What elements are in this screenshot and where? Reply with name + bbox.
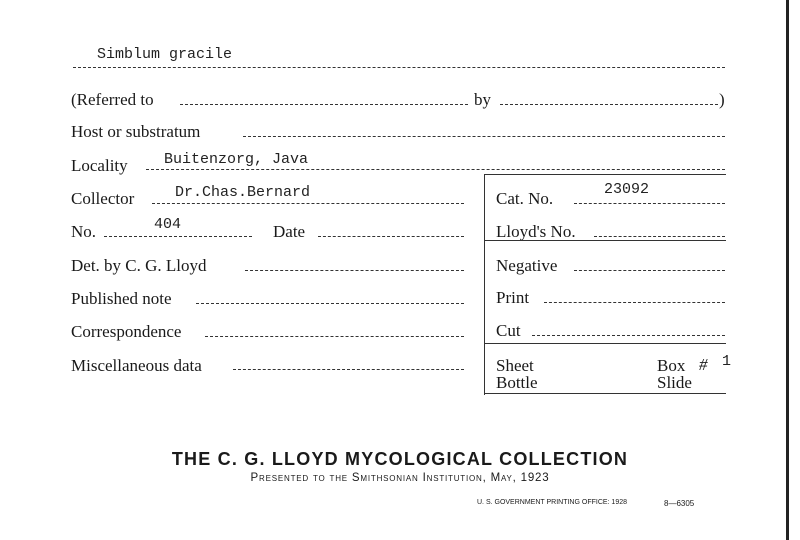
collection-subtitle: Presented to the Smithsonian Institution, May, 1923 xyxy=(250,472,550,484)
print-line xyxy=(544,302,725,303)
misc-data-label: Miscellaneous data xyxy=(71,356,202,375)
collector-value: Dr.Chas.Bernard xyxy=(175,184,311,201)
form-number: 8—6305 xyxy=(664,499,695,508)
lloyds-no-line xyxy=(594,236,725,237)
bottle-label: Bottle xyxy=(496,373,538,392)
no-label: No. xyxy=(71,222,97,241)
date-line xyxy=(318,236,464,237)
box-top-border xyxy=(484,174,726,175)
misc-data-line xyxy=(233,369,464,370)
locality-label: Locality xyxy=(71,156,128,175)
published-note-line xyxy=(196,303,464,304)
host-line xyxy=(243,136,725,137)
host-label: Host or substratum xyxy=(71,122,201,141)
locality-value: Buitenzorg, Java xyxy=(164,151,309,168)
species-name: Simblum gracile xyxy=(97,46,233,63)
box-left-border xyxy=(484,175,485,395)
box-number: 1 xyxy=(722,353,732,370)
det-by-line xyxy=(245,270,464,271)
published-note-label: Published note xyxy=(71,289,172,308)
sheet-label: Sheet xyxy=(496,356,534,375)
correspondence-label: Correspondence xyxy=(71,322,182,341)
box-lower-divider xyxy=(484,343,726,344)
no-value: 404 xyxy=(154,216,182,233)
referred-to-line xyxy=(180,104,468,105)
cut-label: Cut xyxy=(496,321,521,340)
species-line xyxy=(73,67,725,68)
cat-no-label: Cat. No. xyxy=(496,189,554,208)
lloyds-no-label: Lloyd's No. xyxy=(496,222,576,241)
collector-label: Collector xyxy=(71,189,135,208)
box-label: Box xyxy=(657,356,686,375)
date-label: Date xyxy=(273,222,306,241)
by-line xyxy=(500,104,718,105)
printing-office-note: U. S. GOVERNMENT PRINTING OFFICE: 1928 xyxy=(477,499,628,506)
card-edge xyxy=(786,0,789,540)
close-paren: ) xyxy=(719,90,725,109)
negative-label: Negative xyxy=(496,256,558,275)
box-hash: # xyxy=(699,355,708,374)
correspondence-line xyxy=(205,336,464,337)
referred-to-label: (Referred to xyxy=(71,90,154,109)
slide-label: Slide xyxy=(657,373,692,392)
negative-line xyxy=(574,270,725,271)
collector-line xyxy=(152,203,464,204)
locality-line xyxy=(146,169,725,170)
cat-no-value: 23092 xyxy=(604,181,650,198)
box-bottom-border xyxy=(484,393,726,394)
print-label: Print xyxy=(496,288,530,307)
det-by-label: Det. by C. G. Lloyd xyxy=(71,256,207,275)
cut-line xyxy=(532,335,725,336)
cat-no-line xyxy=(574,203,725,204)
no-line xyxy=(104,236,252,237)
by-label: by xyxy=(474,90,491,109)
box-divider-line xyxy=(484,240,726,241)
collection-title: THE C. G. LLOYD MYCOLOGICAL COLLECTION xyxy=(171,449,629,469)
